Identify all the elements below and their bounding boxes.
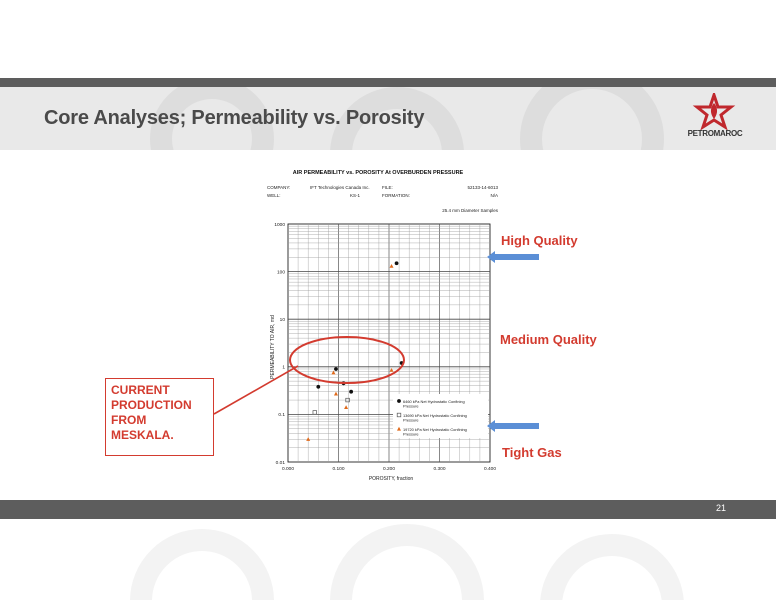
- sample-note: 25.4 mm Diameter Samples: [442, 208, 498, 213]
- y-axis-label: PERMEABILITY TO AIR, md: [270, 315, 276, 379]
- footer-watermark: [0, 519, 776, 600]
- x-tick-label: 0.000: [281, 467, 295, 472]
- tight-gas-label: Tight Gas: [502, 445, 562, 460]
- slide-title: Core Analyses; Permeability vs. Porosity: [44, 107, 425, 129]
- y-tick-label: 10: [279, 318, 285, 323]
- highlight-ellipse: [290, 337, 404, 383]
- legend-entry-label: Pressure: [403, 417, 419, 423]
- watermark-ring: [540, 534, 684, 600]
- y-tick-label: 0.1: [278, 413, 285, 419]
- watermark-ring: [330, 524, 484, 600]
- legend-entry-label: 19720 kPa Net Hydrostatic Confining: [403, 426, 467, 432]
- company-label: COMPANY:: [267, 185, 291, 190]
- x-tick-label: 0.100: [332, 467, 345, 472]
- legend-entry-label: Pressure: [403, 403, 419, 409]
- callout-line: FROM: [111, 413, 147, 427]
- x-axis-label: POROSITY, fraction: [368, 476, 414, 482]
- callout-line: CURRENT: [111, 383, 170, 397]
- formation-value: N/A: [490, 193, 498, 198]
- x-tick-label: 0.300: [433, 467, 446, 472]
- x-tick-label: 0.400: [483, 467, 497, 472]
- high-quality-label: High Quality: [501, 233, 578, 248]
- chart-title: AIR PERMEABILITY vs. POROSITY At OVERBURDEN PRESSURE: [292, 170, 464, 176]
- footer-bar: [0, 500, 776, 519]
- file-label: FILE:: [382, 185, 393, 190]
- y-tick-label: 100: [276, 270, 285, 276]
- callout-line: MESKALA.: [111, 428, 174, 442]
- medium-quality-label: Medium Quality: [500, 332, 597, 347]
- y-tick-label: 1: [282, 365, 285, 371]
- production-callout: [105, 378, 214, 456]
- watermark-ring: [130, 529, 274, 600]
- company-value: IFT Technologies Canada Inc.: [310, 185, 370, 190]
- legend-entry-label: Pressure: [403, 431, 419, 437]
- logo-text: PETROMAROC: [687, 129, 743, 138]
- y-tick-label: 1000: [274, 222, 285, 228]
- callout-line: PRODUCTION: [111, 398, 192, 412]
- well-value: KS-1: [349, 193, 360, 198]
- file-value: 52133-14-6013: [467, 185, 498, 190]
- x-tick-label: 0.200: [382, 467, 396, 472]
- legend-entry-label: 6460 kPa Net Hydrostatic Confining: [403, 398, 465, 404]
- well-label: WELL:: [267, 193, 281, 198]
- formation-label: FORMATION:: [382, 193, 410, 198]
- legend-entry-label: 13690 kPa Net Hydrostatic Confining: [403, 412, 467, 418]
- page-number: 21: [716, 503, 727, 513]
- callout-leader-line: [214, 366, 298, 414]
- y-tick-label: 0.01: [275, 460, 285, 466]
